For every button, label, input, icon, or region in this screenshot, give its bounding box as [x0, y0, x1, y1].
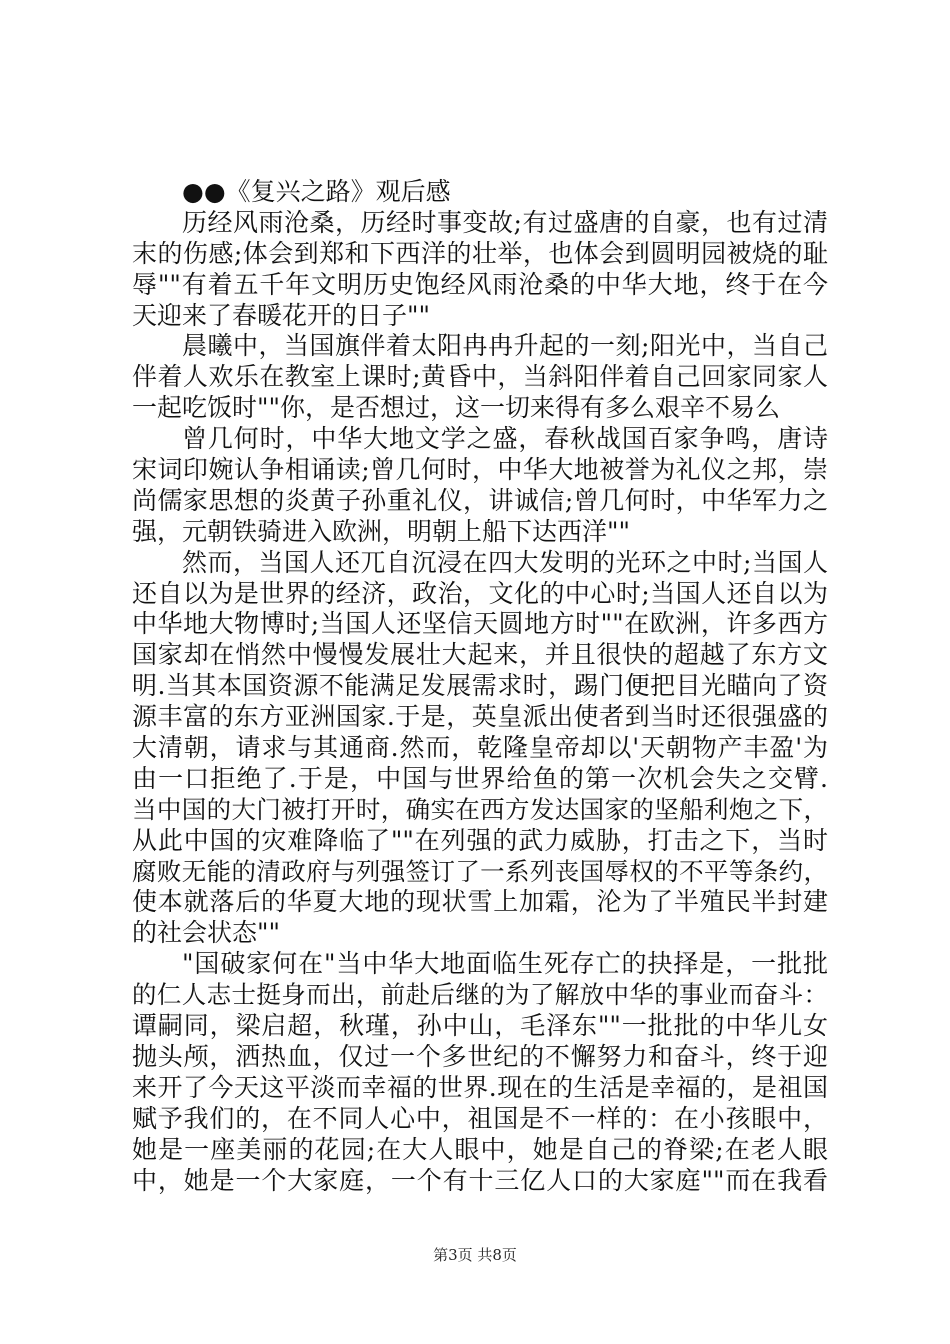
paragraph-line: 中华地大物博时;当国人还坚信天圆地方时""在欧洲，许多西方 — [132, 609, 828, 639]
paragraph — [132, 331, 828, 424]
paragraph-line: 天迎来了春暖花开的日子"" — [132, 300, 430, 330]
paragraph-line: 抛头颅，洒热血，仅过一个多世纪的不懈努力和奋斗，终于迎 — [132, 1041, 828, 1071]
paragraph-line: 赋予我们的，在不同人心中，祖国是不一样的：在小孩眼中， — [132, 1103, 828, 1133]
paragraph-line: 中，她是一个大家庭，一个有十三亿人口的大家庭""而在我看 — [132, 1165, 828, 1195]
paragraph-line: 晨曦中，当国旗伴着太阳冉冉升起的一刻;阳光中，当自己 — [182, 331, 828, 361]
paragraph-line: 国家却在悄然中慢慢发展壮大起来，并且很快的超越了东方文 — [132, 640, 828, 670]
paragraph-line: 的社会状态"" — [132, 918, 280, 948]
paragraph-line: 谭嗣同，梁启超，秋瑾，孙中山，毛泽东""一批批的中华儿女 — [132, 1011, 828, 1041]
paragraph-line: 腐败无能的清政府与列强签订了一系列丧国辱权的不平等条约， — [132, 856, 828, 886]
paragraph-line: 尚儒家思想的炎黄子孙重礼仪，讲诚信;曾几何时，中华军力之 — [132, 485, 828, 515]
paragraph-line: "国破家何在"当中华大地面临生死存亡的抉择是，一批批 — [182, 949, 828, 979]
paragraph-line: 曾几何时，中华大地文学之盛，春秋战国百家争鸣，唐诗 — [182, 424, 828, 454]
paragraph-line: 由一口拒绝了.于是，中国与世界给鱼的第一次机会失之交臂. — [132, 763, 828, 793]
page-footer — [0, 1245, 950, 1265]
paragraph-line: 宋词印婉认争相诵读;曾几何时，中华大地被誉为礼仪之邦，崇 — [132, 455, 828, 485]
paragraph-line: 她是一座美丽的花园;在大人眼中，她是自己的脊梁;在老人眼 — [132, 1134, 828, 1164]
paragraph — [132, 949, 828, 1196]
paragraph-line: 源丰富的东方亚洲国家.于是，英皇派出使者到当时还很强盛的 — [132, 702, 828, 732]
paragraph-line: 还自以为是世界的经济，政治，文化的中心时;当国人还自以为 — [132, 578, 828, 608]
paragraph — [132, 424, 828, 548]
document-title: ●●《复兴之路》观后感 — [182, 177, 451, 206]
document-body — [132, 177, 828, 1196]
paragraph-line: 强，元朝铁骑进入欧洲，明朝上船下达西洋"" — [132, 516, 630, 546]
paragraph-line: 历经风雨沧桑，历经时事变故;有过盛唐的自豪，也有过清 — [182, 207, 828, 237]
paragraph-line: 使本就落后的华夏大地的现状雪上加霜，沦为了半殖民半封建 — [132, 887, 828, 917]
paragraph-line: 的仁人志士挺身而出，前赴后继的为了解放中华的事业而奋斗： — [132, 980, 828, 1010]
paragraph-line: 末的伤感;体会到郑和下西洋的壮举，也体会到圆明园被烧的耻 — [132, 238, 828, 268]
paragraph — [132, 548, 828, 950]
paragraph-line: 然而，当国人还兀自沉浸在四大发明的光环之中时;当国人 — [182, 547, 828, 577]
paragraph-line: 来开了今天这平淡而幸福的世界.现在的生活是幸福的，是祖国 — [132, 1072, 828, 1102]
paragraph-line: 大清朝，请求与其通商.然而，乾隆皇帝却以'天朝物产丰盈'为 — [132, 733, 828, 763]
paragraph — [132, 208, 828, 332]
paragraph-line: 伴着人欢乐在教室上课时;黄昏中，当斜阳伴着自己回家同家人 — [132, 362, 828, 392]
paragraph-line: 明.当其本国资源不能满足发展需求时，踢门便把目光瞄向了资 — [132, 671, 828, 701]
paragraph-line: 一起吃饭时""你，是否想过，这一切来得有多么艰辛不易么 — [132, 393, 781, 423]
paragraph-line: 从此中国的灾难降临了""在列强的武力威胁，打击之下，当时 — [132, 825, 828, 855]
paragraph-line: 当中国的大门被打开时，确实在西方发达国家的坚船利炮之下， — [132, 794, 828, 824]
page-number-label: 第3页 共8页 — [433, 1246, 517, 1264]
paragraph-line: 辱""有着五千年文明历史饱经风雨沧桑的中华大地，终于在今 — [132, 269, 828, 299]
